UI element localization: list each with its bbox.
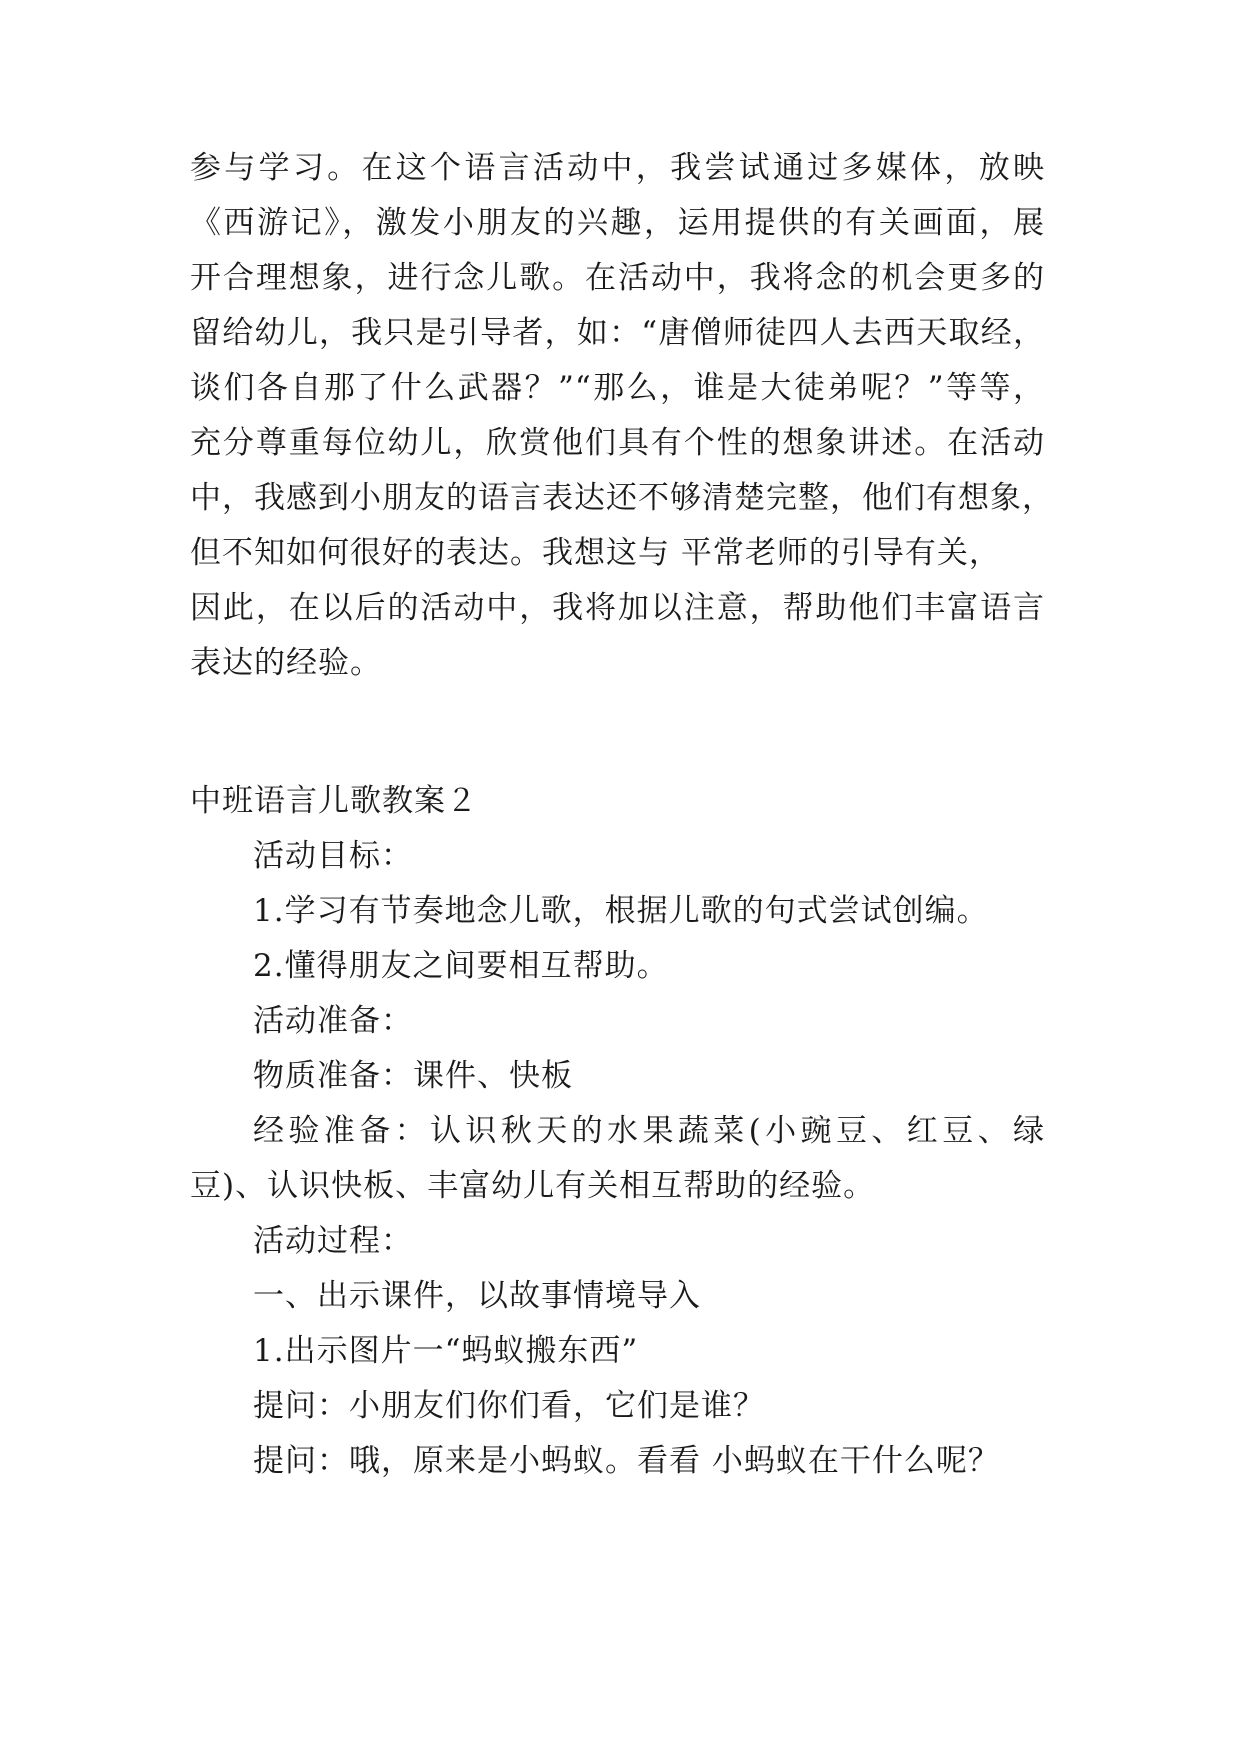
paragraph-line: 参与学习。在这个语言活动中，我尝试通过多媒体，放映 [190, 150, 1045, 186]
paragraph-line: 谈们各自那了什么武器？”“那么，谁是大徒弟呢？”等等， [190, 370, 1045, 406]
paragraph-line: 充分尊重每位幼儿，欣赏他们具有个性的想象讲述。在活动 [190, 425, 1045, 461]
prep-material: 物质准备：课件、快板 [253, 1058, 573, 1094]
process-heading: 活动过程： [253, 1223, 413, 1259]
paragraph-line: 留给幼儿，我只是引导者，如：“唐僧师徒四人去西天取经， [190, 315, 1045, 351]
paragraph-line: 中，我感到小朋友的语言表达还不够清楚完整，他们有想象， [190, 480, 1054, 516]
prep-experience: 经验准备：认识秋天的水果蔬菜(小豌豆、红豆、绿 [253, 1113, 1045, 1149]
paragraph-line: 表达的经验。 [190, 645, 382, 681]
paragraph-line: 《西游记》，激发小朋友的兴趣，运用提供的有关画面，展 [190, 205, 1045, 241]
paragraph-line: 但不知如何很好的表达。我想这与 平常老师的引导有关， [190, 535, 1001, 571]
section-title: 中班语言儿歌教案２ [190, 783, 478, 819]
paragraph-line: 开合理想象，进行念儿歌。在活动中，我将念的机会更多的 [190, 260, 1045, 296]
prep-heading: 活动准备： [253, 1003, 413, 1039]
process-step: 1.出示图片一“蚂蚁搬东西” [253, 1333, 639, 1369]
process-step: 一、出示课件，以故事情境导入 [253, 1278, 701, 1314]
prep-experience: 豆)、认识快板、丰富幼儿有关相互帮助的经验。 [190, 1168, 876, 1204]
goals-heading: 活动目标： [253, 838, 413, 874]
goal-item: 1.学习有节奏地念儿歌，根据儿歌的句式尝试创编。 [253, 893, 989, 929]
goal-item: 2.懂得朋友之间要相互帮助。 [253, 948, 669, 984]
paragraph-line: 因此，在以后的活动中，我将加以注意，帮助他们丰富语言 [190, 590, 1045, 626]
question-text: 提问：小朋友们你们看，它们是谁？ [253, 1388, 765, 1424]
question-text: 提问：哦，原来是小蚂蚁。看看 小蚂蚁在干什么呢？ [253, 1443, 1000, 1479]
